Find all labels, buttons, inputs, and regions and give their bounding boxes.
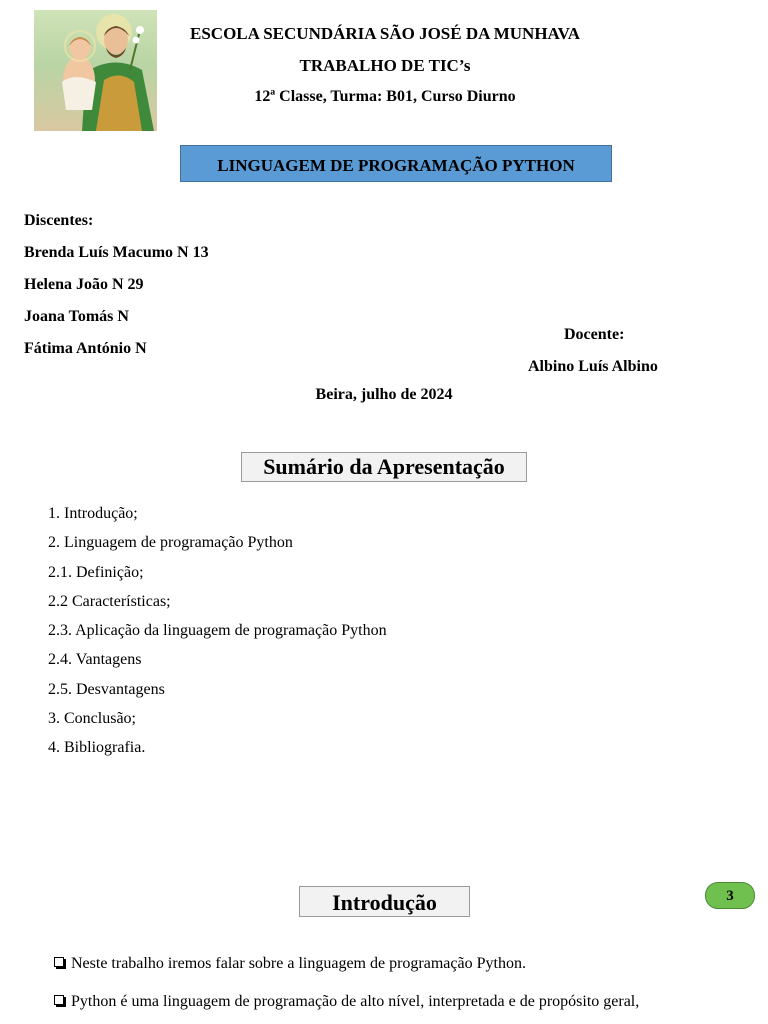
teacher-label: Docente: bbox=[564, 326, 625, 343]
class-info: 12ª Classe, Turma: B01, Curso Diurno bbox=[254, 88, 516, 105]
student-name: Joana Tomás N bbox=[24, 308, 129, 325]
student-name: Helena João N 29 bbox=[24, 276, 144, 293]
checkbox-bullet-icon bbox=[54, 957, 64, 967]
introduction-heading: Introdução bbox=[299, 886, 470, 917]
intro-bullet-text: Python é uma linguagem de programação de alto nível, interpretada e de propósito geral, bbox=[71, 993, 640, 1010]
summary-item: 3. Conclusão; bbox=[48, 710, 136, 728]
teacher-name: Albino Luís Albino bbox=[528, 358, 658, 375]
summary-item: 4. Bibliografia. bbox=[48, 739, 146, 757]
school-name: ESCOLA SECUNDÁRIA SÃO JOSÉ DA MUNHAVA bbox=[190, 24, 580, 43]
intro-bullet bbox=[54, 955, 526, 973]
presentation-title: LINGUAGEM DE PROGRAMAÇÃO PYTHON bbox=[217, 155, 575, 175]
presentation-title-box bbox=[180, 145, 612, 182]
page-number-badge: 3 bbox=[705, 882, 755, 909]
saint-joseph-image bbox=[34, 10, 157, 131]
student-name: Fátima António N bbox=[24, 340, 147, 357]
intro-bullet bbox=[54, 993, 639, 1011]
summary-item: 2.1. Definição; bbox=[48, 563, 144, 581]
date-line: Beira, julho de 2024 bbox=[315, 386, 453, 403]
summary-item: 2. Linguagem de programação Python bbox=[48, 534, 293, 552]
intro-bullet-text: Neste trabalho iremos falar sobre a linguagem de programação Python. bbox=[71, 955, 526, 972]
work-title: TRABALHO DE TIC’s bbox=[299, 56, 471, 75]
summary-item: 2.4. Vantagens bbox=[48, 651, 142, 669]
summary-item: 2.2 Características; bbox=[48, 592, 171, 610]
saint-joseph-illustration bbox=[34, 10, 157, 131]
summary-item: 1. Introdução; bbox=[48, 505, 138, 522]
checkbox-bullet-icon bbox=[54, 995, 64, 1005]
student-name: Brenda Luís Macumo N 13 bbox=[24, 244, 209, 261]
summary-heading: Sumário da Apresentação bbox=[241, 452, 527, 482]
summary-item: 2.5. Desvantagens bbox=[48, 680, 165, 698]
summary-item: 2.3. Aplicação da linguagem de programação Python bbox=[48, 622, 387, 640]
summary-list bbox=[48, 503, 387, 767]
students-label: Discentes: bbox=[24, 212, 94, 229]
